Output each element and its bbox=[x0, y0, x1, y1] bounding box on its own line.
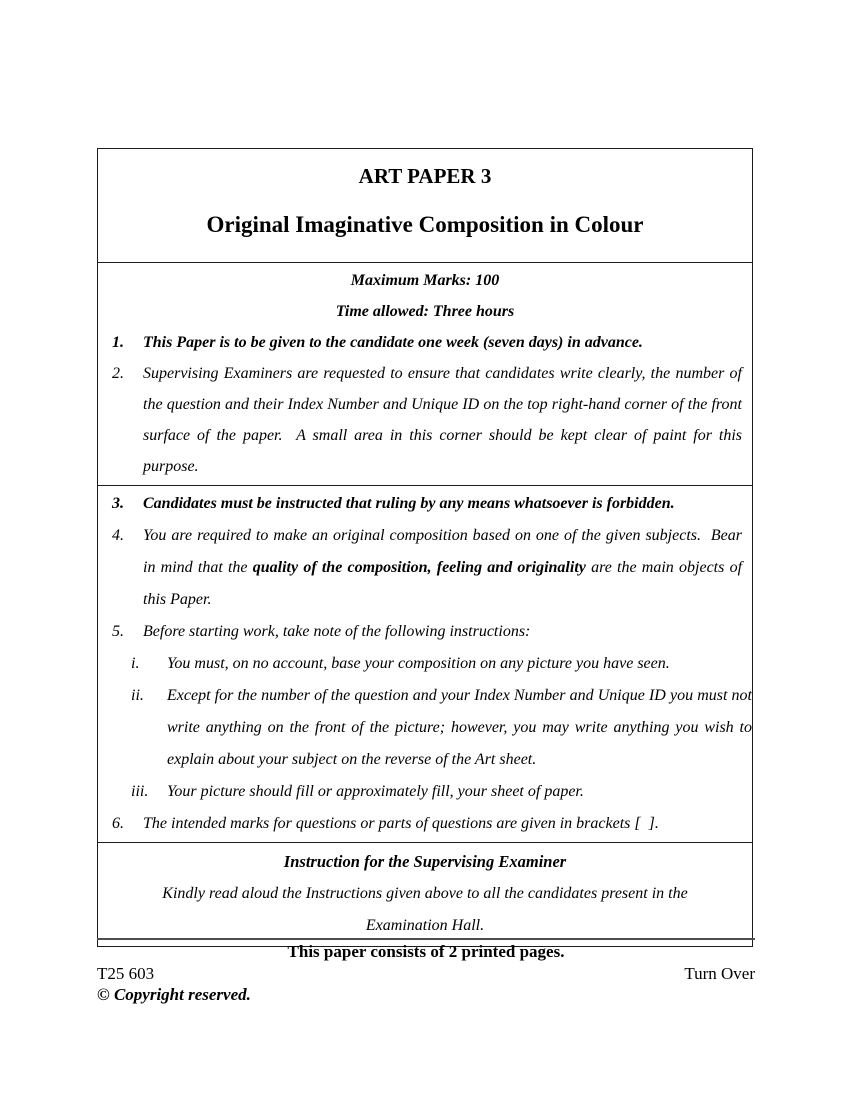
item-text: Candidates must be instructed that ruling by any means whatsoever is forbidden. bbox=[143, 495, 675, 512]
sub-item-text: Your picture should fill or approximately fill, your sheet of paper. bbox=[167, 783, 584, 800]
instruction-item-2 bbox=[98, 358, 752, 482]
item-text-after: are the main objects of this Paper. bbox=[143, 559, 743, 608]
sub-item-number: i. bbox=[131, 655, 140, 672]
supervisor-section bbox=[98, 843, 752, 946]
item-text-before: You are required to make an original composition based on one of the given subjects. Bear in mind that the bbox=[143, 527, 742, 576]
exam-paper-box bbox=[97, 148, 753, 947]
item-text-bold: quality of the composition, feeling and originality bbox=[252, 559, 586, 576]
time-allowed: Time allowed: Three hours bbox=[335, 303, 515, 320]
item-number: 4. bbox=[112, 527, 124, 544]
item-number: 5. bbox=[112, 623, 124, 640]
sub-item-text: Except for the number of the question and your Index Number and Unique ID you must not write anything on the front of the picture; however, you may write anything you wish to explain about your subject on the reverse of the Art sheet. bbox=[167, 687, 752, 768]
sub-instruction-i bbox=[131, 648, 752, 680]
item-text: The intended marks for questions or parts of questions are given in brackets [ ]. bbox=[143, 815, 659, 832]
instruction-item-3 bbox=[98, 488, 752, 520]
item-text: Before starting work, take note of the following instructions: bbox=[143, 623, 531, 640]
sub-instruction-iii bbox=[131, 776, 752, 808]
code-row bbox=[97, 963, 755, 984]
instruction-item-4 bbox=[98, 520, 752, 616]
instruction-item-6 bbox=[98, 808, 752, 840]
sub-item-number: ii. bbox=[131, 687, 144, 704]
sub-item-text: You must, on no account, base your composition on any picture you have seen. bbox=[167, 655, 670, 672]
supervisor-heading: Instruction for the Supervising Examiner bbox=[283, 852, 567, 871]
supervisor-note: Kindly read aloud the Instructions given above to all the candidates present in the Examination Hall. bbox=[162, 885, 688, 934]
candidate-instructions-section bbox=[98, 486, 752, 843]
page-footer bbox=[97, 938, 755, 1005]
sub-instruction-ii bbox=[131, 680, 752, 776]
item-number: 3. bbox=[112, 495, 124, 512]
pages-note: This paper consists of 2 printed pages. bbox=[287, 942, 565, 961]
paper-code: T25 603 bbox=[97, 964, 155, 983]
sub-item-number: iii. bbox=[131, 783, 149, 800]
header-section bbox=[98, 149, 752, 263]
item-text bbox=[143, 520, 742, 616]
paper-subtitle: Original Imaginative Composition in Colour bbox=[206, 212, 644, 237]
item-text: This Paper is to be given to the candidate one week (seven days) in advance. bbox=[143, 334, 643, 351]
general-info-section bbox=[98, 263, 752, 486]
item-number: 6. bbox=[112, 815, 124, 832]
instruction-item-5 bbox=[98, 616, 752, 648]
paper-title: ART PAPER 3 bbox=[358, 164, 492, 188]
maximum-marks: Maximum Marks: 100 bbox=[350, 272, 500, 289]
footer-rule bbox=[97, 938, 755, 940]
item-number: 2. bbox=[112, 365, 124, 382]
item-number: 1. bbox=[112, 334, 124, 351]
instruction-item-1 bbox=[98, 327, 752, 358]
item-text: Supervising Examiners are requested to ensure that candidates write clearly, the number of the question and their Index Number and Unique ID on the top right-hand corner of the front surface of the paper. A small area in this corner should be kept clear of paint for this purpose. bbox=[143, 365, 742, 475]
copyright-note: © Copyright reserved. bbox=[97, 985, 251, 1004]
turn-over-label: Turn Over bbox=[684, 964, 755, 983]
